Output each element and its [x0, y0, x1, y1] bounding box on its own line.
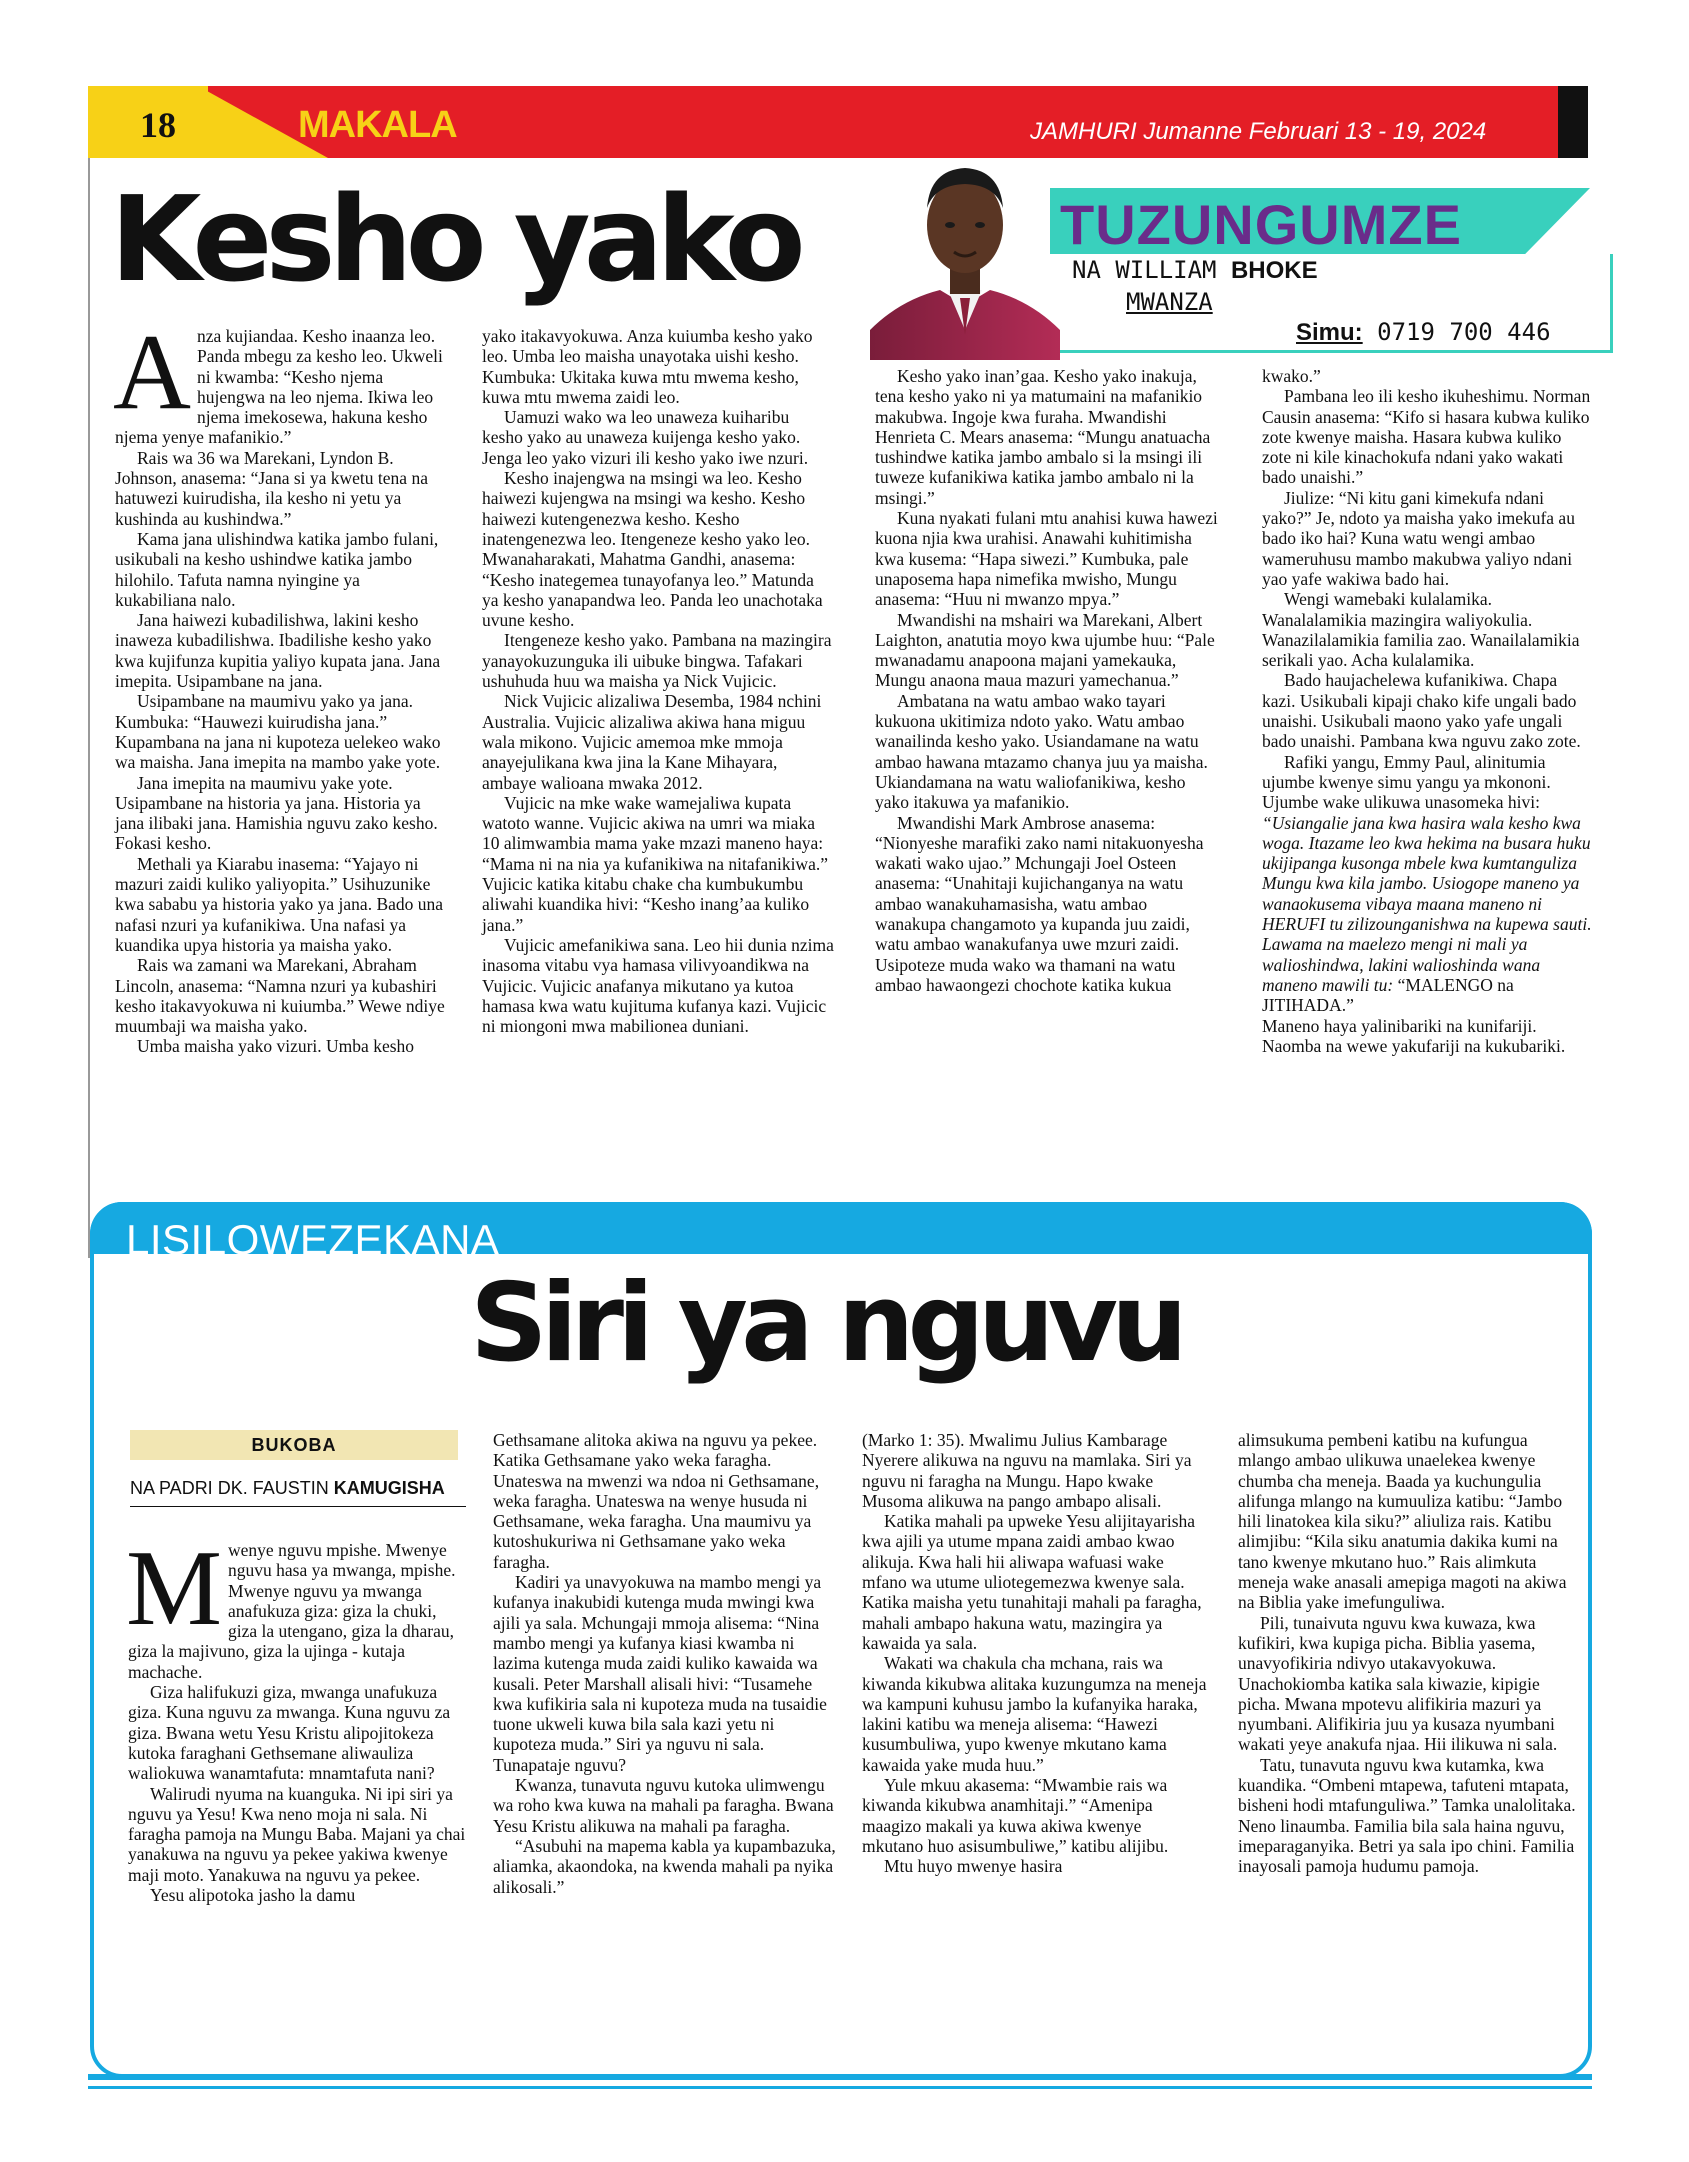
paragraph: Giza halifukuzi giza, mwanga unafukuza giza. Kuna nguvu za mwanga. Kuna nguvu za giza. Bwana wetu Yesu Kristu alipojitokeza kutoka faraghani Gethsemane aliwauliza waliokuwa wanamtafuta: mnamtafuta nani? [128, 1682, 451, 1784]
paragraph: Mtu huyo mwenye hasira [884, 1856, 1063, 1877]
paragraph: Walirudi nyuma na kuanguka. Ni ipi siri ya nguvu ya Yesu! Kwa neno moja ni sala. Ni faragha pamoja na Mungu Baba. Majani ya chai yanakuwa na nguvu ya pekee yakiwa kwenye maji moto. Yanakuwa na nguvu ya pekee. [128, 1783, 466, 1885]
paragraph: Methali ya Kiarabu inasema: “Yajayo ni mazuri zaidi kuliko yaliyopita.” Usihuzunike kwa sababu ya historia yako ya jana. Bado una nafasi nzuri ya kufanikiwa. Una nafasi ya kuandika upya historia ya maisha yako. [115, 853, 444, 955]
paragraph: Mwandishi na mshairi wa Marekani, Albert Laighton, anatutia moyo kwa ujumbe huu: “Pale mwanadamu anapoona majani yamekauka, Mungu anaona maua mazuri yamechanua.” [875, 609, 1215, 691]
paragraph: Mwandishi Mark Ambrose anasema: “Nionyeshe marafiki zako nami nitakuonyesha wakati wako ujao.” Mchungaji Joel Osteen anasema: “Unahitaji kujichanganya na watu ambao wanakuhamasisha, watu ambao wanakupa changamoto ya kupanda juu zaidi, watu ambao wanakufanya uwe mzuri zaidi. Usipoteze muda wako wa thamani na watu ambao hawaongezi chochote katika kukua [875, 812, 1204, 995]
drop-cap: M [126, 1529, 223, 1648]
article1-column-1 [113, 313, 445, 1057]
paragraph: Tatu, tunavuta nguvu kwa kutamka, kwa kuandika. “Ombeni mtapewa, tafuteni mtapata, bisheni hodi mtafunguliwa.” Tamka unalolitaka. Neno linaumba. Familia bila sala haina nguvu, imeparaganyika. Betri ya sala ipo chini. Familia inayosali pamoja hudumu pamoja. [1238, 1754, 1576, 1877]
article2-column-2 [493, 1430, 838, 1897]
paragraph: yako itakavyokuwa. Anza kuiumba kesho yako leo. Umba leo maisha unayotaka uishi kesho. Kumbuka: Ukitaka kuwa mtu mwema kesho, kuwa mtu mwema zaidi leo. [482, 326, 813, 407]
quote-paragraph [1262, 813, 1592, 1016]
paragraph: nza kujiandaa. Kesho inaanza leo. Panda mbegu za kesho leo. Ukweli ni kwamba: “Kesho njema hujengwa na leo njema. Ikiwa leo njema imekosewa, hakuna kesho njema yenye mafanikio.” [115, 326, 443, 448]
phone-line [1296, 318, 1551, 347]
paragraph: Itengeneze kesho yako. Pambana na mazingira yanayokuzunguka ili uibuke bingwa. Tafakari ushuhuda huu wa maisha ya Nick Vujicic. [482, 630, 832, 692]
paragraph: Kwanza, tunavuta nguvu kutoka ulimwengu wa roho kwa kuwa na mahali pa faragha. Bwana Yesu Kristu alikuwa na mahali pa faragha. [493, 1775, 834, 1836]
phone-label: Simu: [1296, 319, 1363, 346]
paragraph: Jana haiwezi kubadilishwa, lakini kesho inaweza kubadilishwa. Ibadilishe kesho yako kwa kujifunza kupitia yaliyo kupata jana. Jana imepita. Usipambane na jana. [115, 610, 441, 692]
paragraph: wenye nguvu mpishe. Mwenye nguvu hasa ya mwanga, mpishe. Mwenye nguvu ya mwanga anafukuza giza: giza la chuki, giza la utengano, giza la dharau, giza la majivuno, giza la ujinga - kutaja machache. [128, 1540, 456, 1682]
article2-location: BUKOBA [130, 1430, 458, 1460]
article1-column-2 [482, 326, 834, 1036]
paragraph: Jana imepita na maumivu yake yote. Usipambane na historia ya jana. Historia ya jana ilibaki jana. Hamishia nguvu zako kesho. Fokasi kesho. [115, 772, 438, 854]
footer-rule [88, 2074, 1592, 2080]
header-black-block [1558, 86, 1588, 158]
article2-author [130, 1478, 445, 1499]
byline-name: BHOKE [1230, 257, 1318, 284]
paragraph: Rais wa 36 wa Marekani, Lyndon B. Johnson, anasema: “Jana si ya kwetu tena na hatuwezi kuirudisha, ila kesho ni yetu ya kushinda au kushindwa.” [115, 447, 428, 529]
paragraph: Wakati wa chakula cha mchana, rais wa kiwanda kikubwa alitaka kuzungumza na meneja wa kampuni kuhusu jambo la kufanyika haraka, lakini katibu wa meneja alisema: “Hawezi kusumbuliwa, yupo kwenye mkutano kama kawaida yake muda huu.” [862, 1653, 1207, 1775]
left-rule [88, 158, 90, 1258]
article2-column-4 [1238, 1430, 1584, 1877]
paragraph: Nick Vujicic alizaliwa Desemba, 1984 nchini Australia. Vujicic alizaliwa akiwa hana miguu wala mikono. Vujicic amemoa mke mmoja anayejulikana kwa jina la Kane Mihayara, ambaye walioana mwaka 2012. [482, 691, 822, 793]
article2-column-1 [126, 1529, 468, 1906]
paragraph: Usipambane na maumivu yako ya jana. Kumbuka: “Hauwezi kuirudisha jana.” Kupambana na jana ni kupoteza uelekeo wako wa maisha. Jana imepita na mambo yake yote. [115, 691, 441, 773]
author-photo [870, 130, 1060, 360]
paragraph: Umba maisha yako vizuri. Umba kesho [137, 1036, 415, 1057]
article2-section-label: LISILOWEZEKANA [126, 1216, 500, 1263]
paragraph: Jiulize: “Ni kitu gani kimekufa ndani yako?” Je, ndoto ya maisha yako imekufa au bado iko hai? Kuna watu wengi ambao wameruhusu mambo makubwa yaliyo ndani yao yafe wakiwa bado hai. [1262, 487, 1575, 589]
byline-prefix: NA WILLIAM [1072, 256, 1217, 284]
article2-title: Siri ya nguvu [470, 1261, 1181, 1386]
paragraph: Kama jana ulishindwa katika jambo fulani, usikubali na kesho ushindwe katika jambo hilohilo. Tafuta namna nyingine ya kukabiliana nalo. [115, 528, 439, 610]
paragraph: Rafiki yangu, Emmy Paul, alinitumia ujumbe kwenye simu yangu ya mkononi. Ujumbe wake ulikuwa unasomeka hivi: [1262, 751, 1551, 813]
paragraph: Wengi wamebaki kulalamika. Wanalalamikia mazingira waliyokulia. Wanazilalamikia familia zao. Wanailalamikia serikali yao. Acha kulalamika. [1262, 589, 1580, 671]
article-title: Kesho yako [110, 170, 799, 308]
paragraph: Katika mahali pa upweke Yesu alijitayarisha kwa ajili ya utume mpana zaidi ambao kwao alikuja. Kwa hali hii aliwapa wafuasi wake mfano wa utume uliotegemezwa kwenye sala. Katika maisha yetu tunahitaji mahali pa faragha, mahali ambapo hakuna watu, mazingira ya kawaida ya sala. [862, 1511, 1202, 1653]
author-name: KAMUGISHA [333, 1478, 445, 1498]
phone-number: 0719 700 446 [1377, 318, 1551, 346]
paragraph: Yesu alipotoka jasho la damu [150, 1885, 356, 1906]
section-label: MAKALA [298, 104, 457, 146]
paragraph: Kuna nyakati fulani mtu anahisi kuwa hawezi kuona njia kwa urahisi. Anawahi kuhitimisha kwa kusema: “Hapa siwezi.” Kumbuka, pale unaposema hapa nimefika mwisho, Mungu anasema: “Huu ni mwanzo mpya.” [875, 508, 1218, 610]
paragraph: Pambana leo ili kesho ikuheshimu. Norman Causin anasema: “Kifo si hasara kubwa kuliko zote kwenye maisha. Hasara kubwa kuliko zote ni kile kinachokufa ndani yako wakati bado unaishi.” [1262, 386, 1591, 488]
paragraph: Bado haujachelewa kufanikiwa. Chapa kazi. Usikubali kipaji chako kife ungali bado unaishi. Usikubali maono yako yafe ungali bado unaishi. Pambana kwa nguvu zako zote. [1262, 670, 1581, 752]
paragraph: alimsukuma pembeni katibu na kufungua mlango ambao ulikuwa unaelekea kwenye chumba cha meneja. Baada ya kuchungulia alifunga mlango na kumuuliza katibu: “Jambo hili linatokea kila siku?” aliuliza rais. Katibu alimjibu: “Kila siku anatumia dakika kumi na tano kwenye mkutano huo.” Rais alimkuta meneja wake anasali amepiga magoti na akiwa na Biblia yake imefunguliwa. [1238, 1430, 1567, 1613]
paragraph: “Asubuhi na mapema kabla ya kupambazuka, aliamka, akaondoka, na kwenda mahali pa nyika alikosali.” [493, 1835, 836, 1897]
paragraph: Kesho yako inan’gaa. Kesho yako inakuja, tena kesho yako ni ya matumaini na mafanikio makubwa. Ingoje kwa furaha. Mwandishi Henrieta C. Mears anasema: “Mungu anatuacha tushindwe katika jambo ambalo si la msingi ili tuweze kufanikiwa katika jambo ambalo ni la msingi.” [875, 366, 1211, 508]
paragraph: Uamuzi wako wa leo unaweza kuiharibu kesho yako au unaweza kuijenga kesho yako. Jenga leo yako vizuri ili kesho yako iwe nzuri. [482, 407, 809, 468]
paragraph: Rais wa zamani wa Marekani, Abraham Lincoln, anasema: “Namna nzuri ya kubashiri kesho itakavyokuwa ni kuiumba.” Wewe ndiye muumbaji wa maisha yako. [115, 955, 445, 1037]
article1-column-3 [875, 366, 1221, 995]
article2-column-3 [862, 1430, 1207, 1877]
paragraph: (Marko 1: 35). Mwalimu Julius Kambarage Nyerere alikuwa na nguvu na mamlaka. Siri ya nguvu ni faragha na Mungu. Hapo kwake Musoma alikuwa na pango ambapo alisali. [862, 1430, 1192, 1511]
byline [1072, 256, 1318, 285]
paragraph: Yule mkuu akasema: “Mwambie rais wa kiwanda kikubwa anamhitaji.” “Amenipa maagizo makali ya kuwa akiwa kwenye mkutano huo asisumbuliwe,” katibu alijibu. [862, 1775, 1169, 1856]
paragraph: Pili, tunaivuta nguvu kwa kuwaza, kwa kufikiri, kwa kupiga picha. Biblia yasema, unavyofikiria ndivyo utakavyokuwa. Unachokiomba katika sala kiwazie, kipigie picha. Mwana mpotevu alifikiria mazuri ya nyumbani. Alifikiria juu ya kusaza nyumbani wakati yeye anakufa njaa. Hii ilikuwa ni sala. [1238, 1612, 1558, 1755]
paragraph: Maneno haya yalinibariki na kunifariji. Naomba na wewe yakufariji na kukubariki. [1262, 1015, 1566, 1056]
column-name: TUZUNGUMZE [1060, 193, 1462, 256]
author-prefix: NA PADRI DK. FAUSTIN [130, 1478, 329, 1498]
page-number: 18 [140, 105, 176, 145]
article1-column-4 [1262, 366, 1592, 1056]
paragraph: Gethsamane alitoka akiwa na nguvu ya pekee. Katika Gethsamane yako weka faragha. Unateswa na mwenzi wa ndoa ni Gethsamane, weka faragha. Unateswa na wenye husuda ni Gethsamane, weka faragha. Una maumivu ya kutoshukuriwa ni Gethsamane yako weka faragha. [493, 1430, 820, 1572]
dateline: JAMHURI Jumanne Februari 13 - 19, 2024 [1030, 118, 1487, 145]
paragraph: Ambatana na watu ambao wako tayari kukuona ukitimiza ndoto yako. Watu ambao wanailinda kesho yako. Usiandamane na watu ambao hawana mtazamo chanya juu ya maisha. Ukiandamana na watu waliofanikiwa, kesho yako itakuwa ya mafanikio. [875, 690, 1208, 813]
author-rule [130, 1506, 466, 1507]
paragraph: Kadiri ya unavyokuwa na mambo mengi ya kufanya inakubidi kutenga muda mwingi kwa ajili ya sala. Mchungaji mmoja alisema: “Nina mambo mengi ya kufanya kiasi kwamba ni lazima kutenga muda zaidi kuliko kawaida wa kusali. Peter Marshall alisali hivi: “Tusamehe kwa kufikiria sala ni kupoteza muda na tusaidie tuone ukweli kuwa bila sala kazi yetu ni kupoteza muda.” Siri ya nguvu ni sala. Tunapataje nguvu? [493, 1572, 827, 1775]
footer-rule-thin [88, 2086, 1592, 2089]
byline-location: MWANZA [1126, 288, 1213, 316]
quote-end: “MALENGO na JITIHADA.” [1262, 974, 1514, 1016]
drop-cap: A [113, 313, 191, 432]
paragraph: Vujicic na mke wake wamejaliwa kupata watoto wanne. Vujicic akiwa na umri wa miaka 10 alimwambia mama yake mzazi maneno haya: “Mama ni na nia ya kufanikiwa na nitafanikiwa.” Vujicic katika kitabu chake cha kumbukumbu aliwahi kuandika hivi: “Kesho inang’aa kuliko jana.” [482, 792, 828, 935]
quote-text: “Usiangalie jana kwa hasira wala kesho kwa woga. Itazame leo kwa hekima na busara huku ukijipanga kusonga mbele kwa kumtanguliza Mungu kwa kila jambo. Usiogope maneno ya wanaokusema vibaya maana maneno ni HERUFI tu zilizounganishwa na kupewa sauti. Lawama na maelezo mengi ni mali ya walioshindwa, lakini walioshinda wana maneno mawili tu: [1262, 812, 1592, 995]
paragraph: Kesho inajengwa na msingi wa leo. Kesho haiwezi kujengwa na msingi wa kesho. Kesho haiwezi kutengenezwa kesho. Kesho inatengenezwa leo. Itengeneze kesho yako leo. Mwanaharakati, Mahatma Gandhi, anasema: “Kesho inategemea tunayofanya leo.” Matunda ya kesho yanapandwa leo. Panda leo unachotaka uvune kesho. [482, 468, 823, 631]
paragraph: Vujicic amefanikiwa sana. Leo hii dunia nzima inasoma vitabu vya hamasa vilivyoandikwa na Vujicic. Vujicic anafanya mikutano ya kutoa hamasa kwa watu kujituma kufanya kazi. Vujicic ni miongoni mwa mabilionea duniani. [482, 934, 834, 1037]
paragraph: kwako.” [1262, 366, 1321, 386]
